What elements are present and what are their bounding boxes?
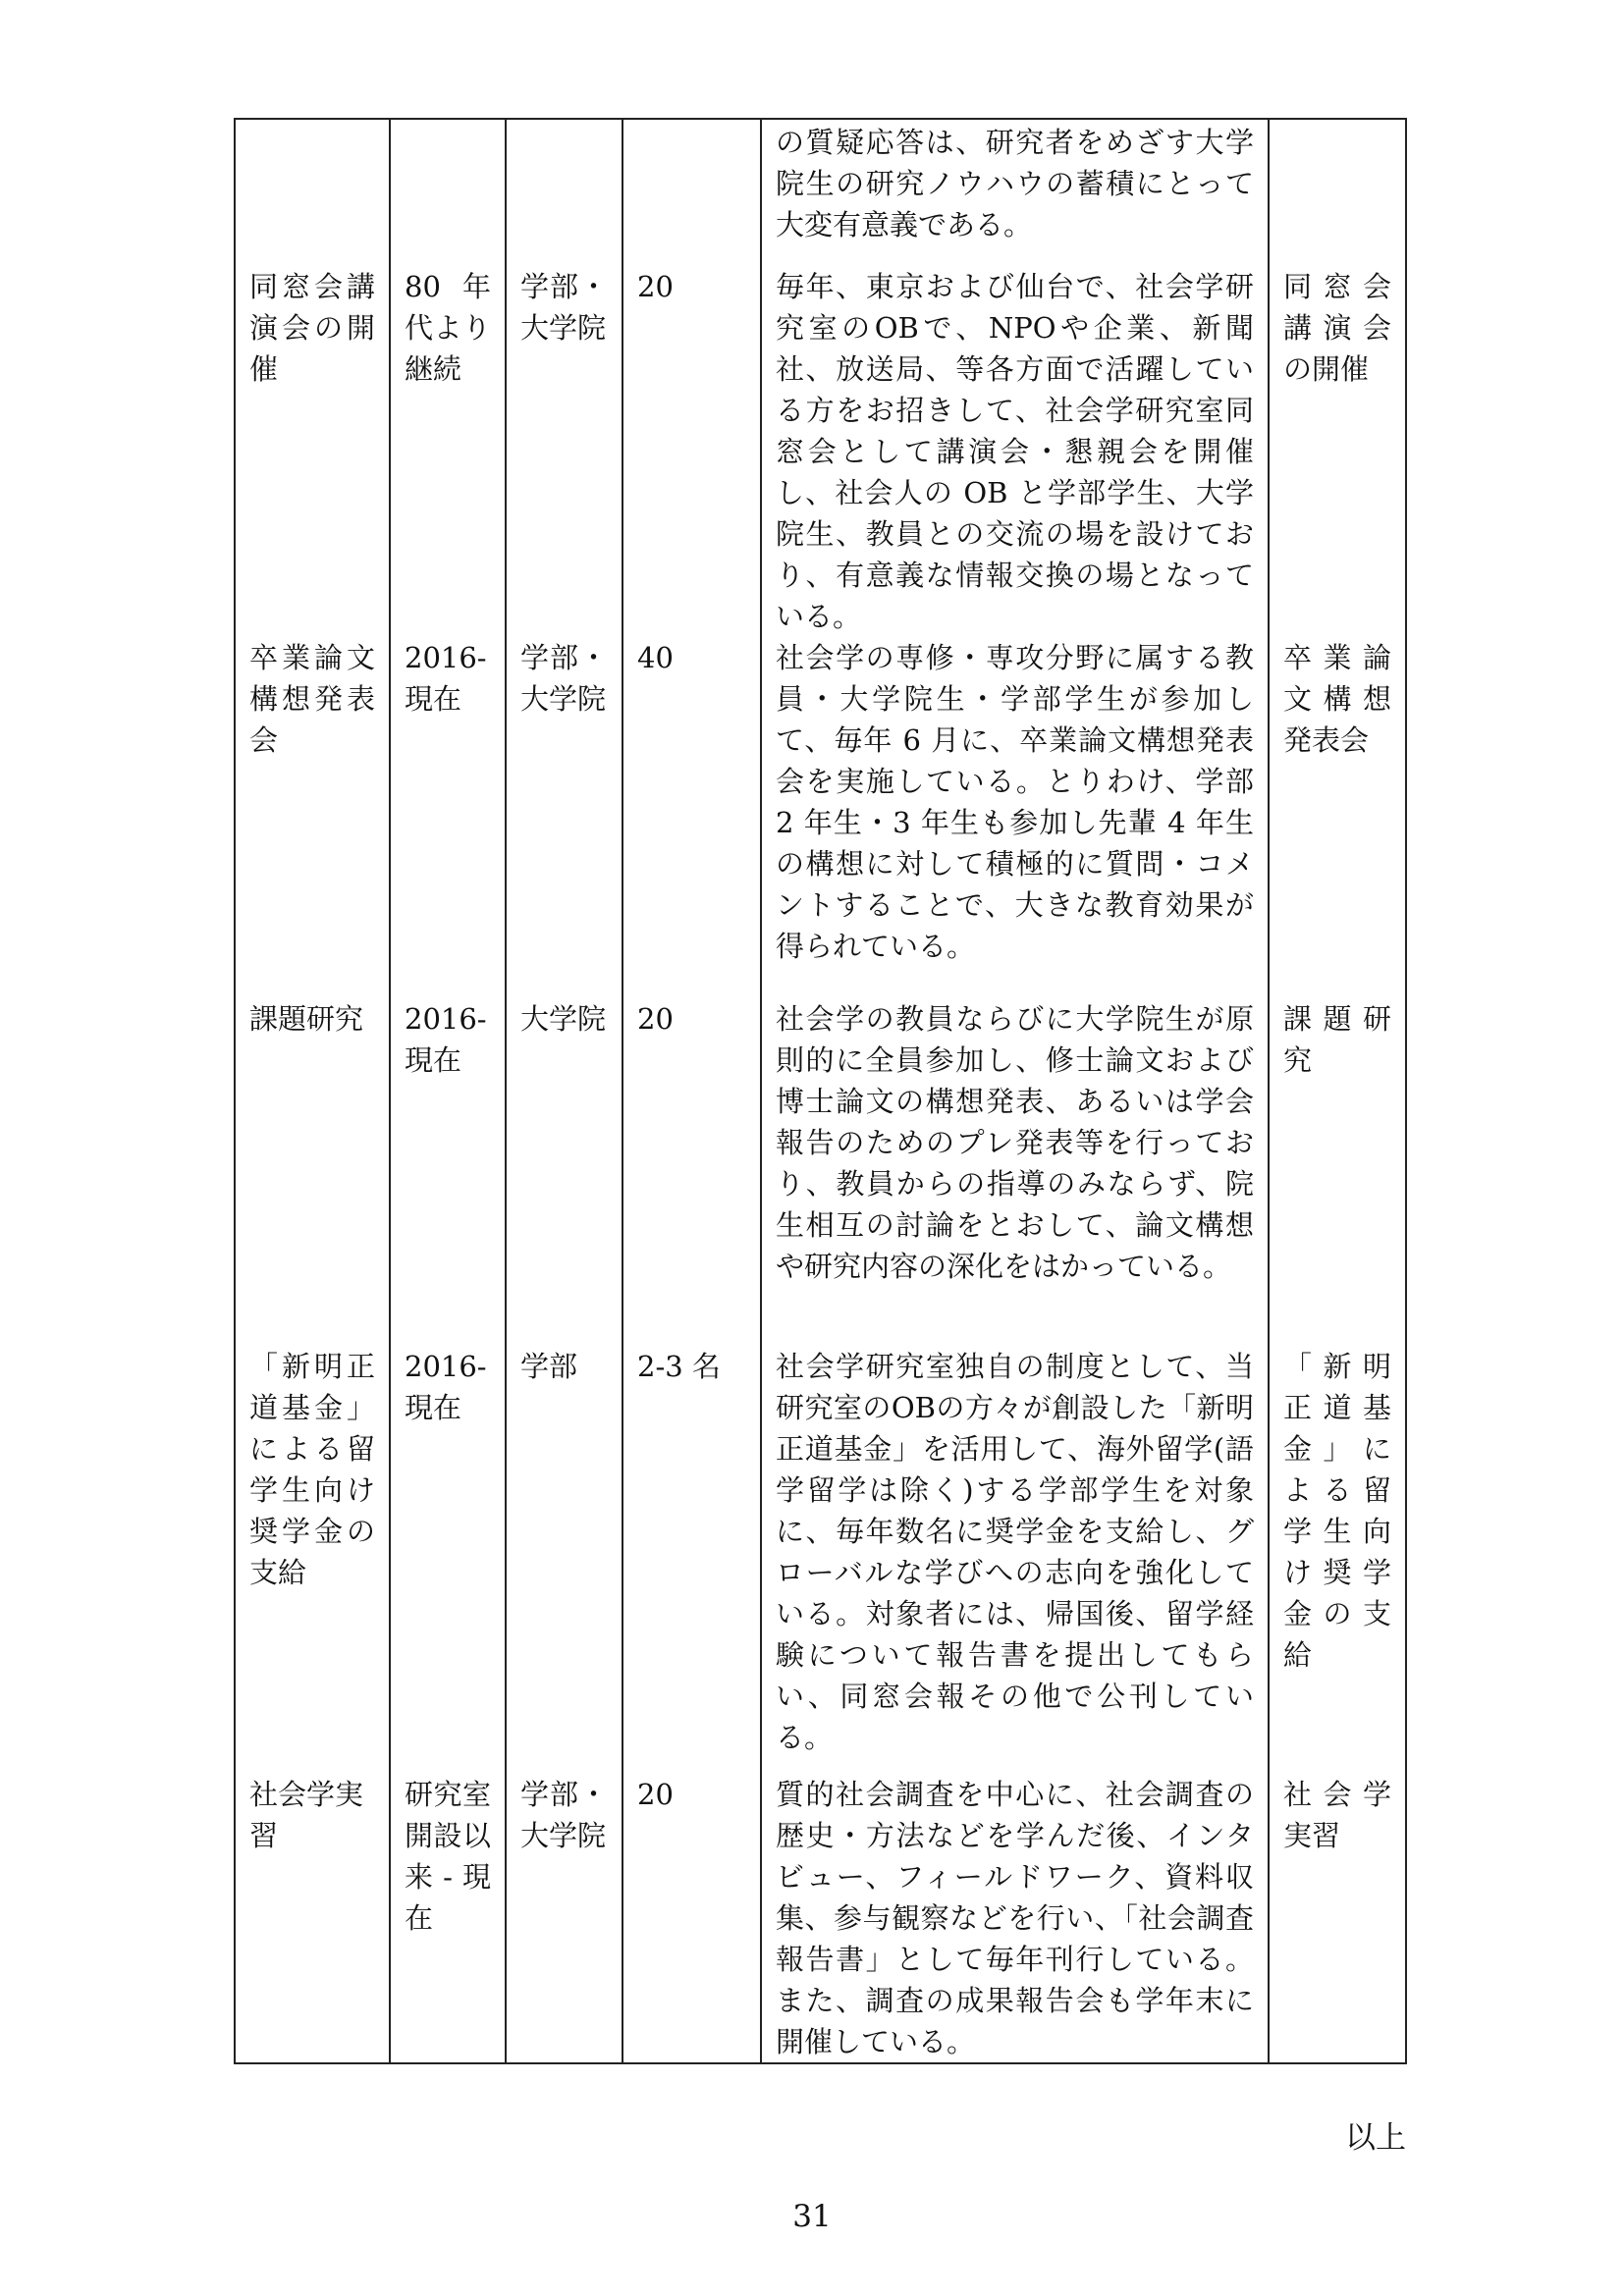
activity-name-cell: 課題研究 (235, 998, 390, 1346)
table-row (235, 998, 1406, 1346)
activity-name-cell: 社会学実習 (235, 1774, 390, 2063)
closing-text: 以上 (1345, 2120, 1406, 2156)
period-cell: 80 年代より継続 (390, 266, 506, 637)
table-row (235, 1346, 1406, 1774)
table-row (235, 266, 1406, 637)
note-cell: 同窓会講演会の開催 (1269, 266, 1406, 637)
description-cell: 質的社会調査を中心に、社会調査の歴史・方法などを学んだ後、インタビュー、フィールドワーク、資料収集、参与観察などを行い、「社会調査報告書」として毎年刊行している。また、調査の成果報告会も学年末に開催している。 (761, 1774, 1269, 2063)
target-cell (506, 119, 623, 266)
description-cell: 毎年、東京および仙台で、社会学研究室のOBで、NPOや企業、新聞社、放送局、等各方面で活躍している方をお招きして、社会学研究室同窓会として講演会・懇親会を開催し、社会人の OB と学部学生、大学院生、教員との交流の場を設けており、有意義な情報交換の場となっている。 (761, 266, 1269, 637)
description-cell: 社会学の教員ならびに大学院生が原則的に全員参加し、修士論文および博士論文の構想発表、あるいは学会報告のためのプレ発表等を行っており、教員からの指導のみならず、院生相互の討論をとおして、論文構想や研究内容の深化をはかっている。 (761, 998, 1269, 1346)
participant-count-cell: 20 (623, 998, 761, 1346)
note-cell: 「新明正道基金」による留学生向け奨学金の支給 (1269, 1346, 1406, 1774)
description-cell: 社会学研究室独自の制度として、当研究室のOBの方々が創設した「新明正道基金」を活用して、海外留学(語学留学は除く)する学部学生を対象に、毎年数名に奨学金を支給し、グローバルな学びへの志向を強化している。対象者には、帰国後、留学経験について報告書を提出してもらい、同窓会報その他で公刊している。 (761, 1346, 1269, 1774)
period-cell (390, 119, 506, 266)
period-cell: 2016-現在 (390, 637, 506, 998)
participant-count-cell: 20 (623, 1774, 761, 2063)
participant-count-cell: 2-3 名 (623, 1346, 761, 1774)
activity-name-cell: 卒業論文構想発表会 (235, 637, 390, 998)
period-cell: 2016-現在 (390, 998, 506, 1346)
period-cell: 2016-現在 (390, 1346, 506, 1774)
target-cell: 学部・大学院 (506, 266, 623, 637)
activity-name-cell: 「新明正道基金」による留学生向け奨学金の支給 (235, 1346, 390, 1774)
period-cell: 研究室開設以来-現在 (390, 1774, 506, 2063)
note-cell: 課題研究 (1269, 998, 1406, 1346)
participant-count-cell: 20 (623, 266, 761, 637)
note-cell (1269, 119, 1406, 266)
description-cell: 社会学の専修・専攻分野に属する教員・大学院生・学部学生が参加して、毎年 6 月に、卒業論文構想発表会を実施している。とりわけ、学部 2 年生・3 年生も参加し先輩 4 年生の構想に対して積極的に質問・コメントすることで、大きな教育効果が得られている。 (761, 637, 1269, 998)
table-row (235, 637, 1406, 998)
note-cell: 卒業論文構想発表会 (1269, 637, 1406, 998)
table-row (235, 1774, 1406, 2063)
target-cell: 学部 (506, 1346, 623, 1774)
activity-name-cell (235, 119, 390, 266)
target-cell: 大学院 (506, 998, 623, 1346)
participant-count-cell: 40 (623, 637, 761, 998)
activities-table (234, 118, 1407, 2064)
target-cell: 学部・大学院 (506, 1774, 623, 2063)
participant-count-cell (623, 119, 761, 266)
activity-name-cell: 同窓会講演会の開催 (235, 266, 390, 637)
page-number: 31 (792, 2199, 832, 2234)
note-cell: 社会学実習 (1269, 1774, 1406, 2063)
table-row (235, 119, 1406, 266)
target-cell: 学部・大学院 (506, 637, 623, 998)
description-cell: の質疑応答は、研究者をめざす大学院生の研究ノウハウの蓄積にとって大変有意義である。 (761, 119, 1269, 266)
